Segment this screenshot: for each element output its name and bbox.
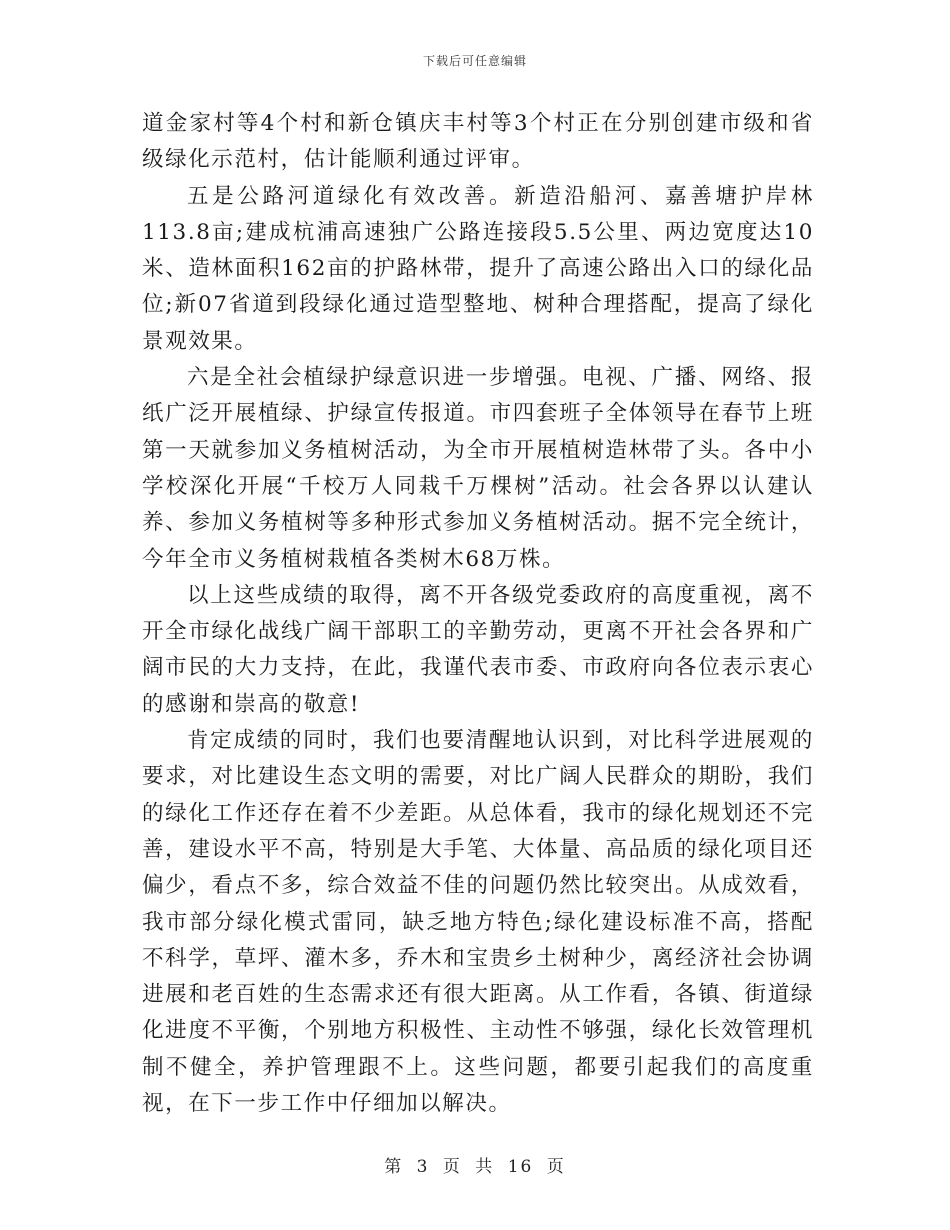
paragraph-1: 道金家村等4个村和新仓镇庆丰村等3个村正在分别创建市级和省级绿化示范村，估计能顺利通过评审。 — [142, 111, 814, 173]
document-body — [142, 106, 814, 1122]
paragraph-3: 六是全社会植绿护绿意识进一步增强。电视、广播、网络、报纸广泛开展植绿、护绿宣传报道。市四套班子全体领导在春节上班第一天就参加义务植树活动，为全市开展植树造林带了头。各中小学校深化开展“千校万人同栽千万棵树”活动。社会各界以认建认养、参加义务植树等多种形式参加义务植树活动。据不完全统计，今年全市义务植树栽植各类树木68万株。 — [142, 365, 814, 572]
page-header: 下载后可任意编辑 — [422, 54, 527, 68]
page-number-footer: 第 3 页 共 16 页 — [384, 1157, 566, 1177]
paragraph-5: 肯定成绩的同时，我们也要清醒地认识到，对比科学进展观的要求，对比建设生态文明的需要，对比广阔人民群众的期盼，我们的绿化工作还存在着不少差距。从总体看，我市的绿化规划还不完善，建设水平不高，特别是大手笔、大体量、高品质的绿化项目还偏少，看点不多，综合效益不佳的问题仍然比较突出。从成效看，我市部分绿化模式雷同，缺乏地方特色;绿化建设标准不高，搭配不科学，草坪、灌木多，乔木和宝贵乡土树种少，离经济社会协调进展和老百姓的生态需求还有很大距离。从工作看，各镇、街道绿化进度不平衡，个别地方积极性、主动性不够强，绿化长效管理机制不健全，养护管理跟不上。这些问题，都要引起我们的高度重视，在下一步工作中仔细加以解决。 — [142, 728, 814, 1117]
paragraph-2: 五是公路河道绿化有效改善。新造沿船河、嘉善塘护岸林113.8亩;建成杭浦高速独广公路连接段5.5公里、两边宽度达10米、造林面积162亩的护路林带，提升了高速公路出入口的绿化品位;新07省道到段绿化通过造型整地、树种合理搭配，提高了绿化景观效果。 — [142, 183, 814, 354]
paragraph-4: 以上这些成绩的取得，离不开各级党委政府的高度重视，离不开全市绿化战线广阔干部职工的辛勤劳动，更离不开社会各界和广阔市民的大力支持，在此，我谨代表市委、市政府向各位表示衷心的感谢和崇高的敬意! — [142, 582, 814, 717]
